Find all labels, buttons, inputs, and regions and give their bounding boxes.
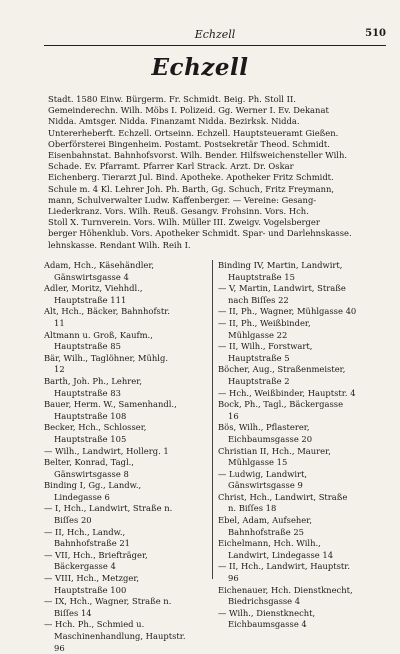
resident-entry (44, 306, 208, 329)
entry-line: Eichelmann, Hch. Wilh., (218, 538, 321, 549)
entry-line: Gänswirtsgasse 4 (54, 271, 129, 282)
entry-line: Bär, Wilh., Taglöhner, Mühlg. (44, 352, 168, 363)
entry-line: 11 (54, 317, 65, 328)
entry-line: Mühlgasse 15 (228, 457, 288, 468)
resident-entry (218, 399, 390, 422)
entry-line: — Wilh., Dienstknecht, (218, 607, 316, 618)
entry-line: Hauptstraße 85 (54, 341, 121, 352)
resident-entry (44, 376, 208, 399)
description-line: Untererheberft. Echzell. Ortseinn. Echzell. Hauptsteueramt Gießen. (48, 127, 339, 138)
page-number: 510 (365, 28, 386, 39)
entry-line: Adler, Moritz, Viehhdl., (44, 283, 143, 294)
description-line: Eichenberg. Tierarzt Jul. Bind. Apotheke. Apotheker Fritz Schmidt. (48, 172, 334, 183)
entry-line: — Hch. Ph., Schmied u. (44, 619, 145, 630)
entry-line: Böcher, Aug., Straßenmeister, (218, 364, 346, 375)
entry-line: — Ludwig, Landwirt, (218, 468, 308, 479)
entry-line: 16 (228, 410, 239, 421)
description-line: Schade. Ev. Pfarramt. Pfarrer Karl Strack. Arzt. Dr. Oskar (48, 161, 294, 172)
entry-line: Hauptstraße 15 (228, 271, 295, 282)
resident-entry (44, 573, 208, 596)
entry-line: — II, Hch., Landwirt, Hauptstr. (218, 561, 351, 572)
entry-line: Christ, Hch., Landwirt, Straße (218, 491, 348, 502)
entry-line: — II, Wilh., Forstwart, (218, 341, 313, 352)
entry-line: Hauptstraße 100 (54, 584, 127, 595)
entry-line: Bock, Ph., Tagl., Bäckergasse (218, 399, 344, 410)
entry-line: Bös, Wilh., Pflasterer, (218, 422, 310, 433)
resident-entry (218, 492, 390, 515)
entry-line: Gänswirtsgasse 8 (54, 468, 129, 479)
resident-entry (44, 422, 208, 445)
description-line: Eisenbahnstat. Bahnhofsvorst. Wilh. Bender. Hilfsweichensteller Wilh. (48, 150, 347, 161)
resident-entry (44, 480, 208, 503)
resident-entry (44, 457, 208, 480)
entry-line: Becker, Hch., Schlosser, (44, 422, 147, 433)
description-line: Schule m. 4 Kl. Lehrer Joh. Ph. Barth, Gg. Schuch, Fritz Freymann, (48, 183, 335, 194)
description-line: Liederkranz. Vors. Wilh. Reuß. Gesangv. Frohsinn. Vors. Hch. (48, 206, 309, 217)
entry-line: Biedrichsgasse 4 (228, 596, 301, 607)
entry-line: Hauptstraße 105 (54, 433, 127, 444)
resident-entry (44, 527, 208, 550)
description-line: berger Höhenklub. Vors. Apotheker Schmidt. Spar- und Darlehnskasse. (48, 228, 352, 239)
resident-entry (44, 503, 208, 526)
resident-entry (44, 399, 208, 422)
entry-line: Adam, Hch., Käsehändler, (44, 260, 155, 270)
entry-line: Eichbaumsgasse 4 (228, 619, 307, 630)
entry-line: Bäckergasse 4 (54, 561, 116, 572)
entry-line: Hauptstraße 5 (228, 352, 290, 363)
entry-line: Landwirt, Lindegasse 14 (228, 549, 334, 560)
resident-entry (44, 353, 208, 376)
entry-line: — II, Hch., Landw., (44, 526, 126, 537)
resident-entry (218, 608, 390, 631)
entry-line: Altmann u. Groß, Kaufm., (44, 329, 153, 340)
entry-line: Mühlgasse 22 (228, 329, 288, 340)
place-description (48, 94, 386, 251)
resident-entry (44, 619, 208, 654)
entry-line: n. Biſſes 18 (228, 503, 277, 514)
resident-entry (218, 306, 390, 318)
description-line: Stoll X. Turnverein. Vors. Wilh. Müller III. Zweigv. Vogelsberger (48, 217, 320, 228)
left-column (44, 260, 208, 653)
entry-line: Alt, Hch., Bäcker, Bahnhofstr. (44, 306, 170, 317)
entry-line: 12 (54, 364, 65, 375)
entry-line: Eichbaumsgasse 20 (228, 433, 313, 444)
resident-entry (218, 561, 390, 584)
description-line: lehnskasse. Rendant Wilh. Reih I. (48, 239, 191, 250)
entry-line: — II, Ph., Wagner, Mühlgasse 40 (218, 306, 357, 317)
resident-entry (218, 341, 390, 364)
entry-line: — II, Ph., Weißbinder, (218, 317, 311, 328)
running-title: Echzell (194, 28, 236, 41)
entry-line: Gänswirtsgasse 9 (228, 480, 303, 491)
resident-entry (218, 515, 390, 538)
description-line: Stadt. 1580 Einw. Bürgerm. Fr. Schmidt. Beig. Ph. Stoll II. (48, 94, 296, 104)
entry-line: Belter, Konrad, Tagl., (44, 457, 134, 468)
resident-entry (218, 422, 390, 445)
entry-line: — V, Martin, Landwirt, Straße (218, 283, 346, 294)
place-heading: Echzell (151, 54, 249, 81)
right-column (218, 260, 390, 630)
entry-line: Maschinenhandlung, Hauptstr. (54, 631, 186, 641)
entry-line: Binding IV, Martin, Landwirt, (218, 260, 343, 270)
resident-entry (218, 283, 390, 306)
entry-line: 96 (54, 642, 65, 653)
entry-line: Christian II, Hch., Maurer, (218, 445, 331, 456)
column-divider (212, 260, 213, 579)
entry-line: Barth, Joh. Ph., Lehrer, (44, 375, 142, 386)
entry-line: Ebel, Adam, Aufseher, (218, 515, 312, 526)
entry-line: Biſſes 14 (54, 607, 92, 618)
resident-entry (218, 388, 390, 400)
entry-line: Bauer, Herm. W., Samenhandl., (44, 399, 177, 410)
resident-entry (44, 550, 208, 573)
entry-line: Bahnhofstraße 21 (54, 538, 131, 549)
entry-line: — Hch., Weißbinder, Hauptstr. 4 (218, 387, 356, 398)
resident-entry (44, 260, 208, 283)
entry-line: Biſſes 20 (54, 515, 92, 526)
resident-entry (218, 585, 390, 608)
description-line: mann, Schulverwalter Ludw. Kaffenberger. — Vereine: Gesang- (48, 194, 317, 205)
entry-line: — IX, Hch., Wagner, Straße n. (44, 596, 172, 607)
entry-line: Hauptstraße 83 (54, 387, 121, 398)
resident-entry (218, 538, 390, 561)
resident-entry (218, 469, 390, 492)
resident-entry (44, 596, 208, 619)
entry-line: Hauptstraße 108 (54, 410, 127, 421)
resident-entry (44, 446, 208, 458)
entry-line: Bahnhofstraße 25 (228, 526, 305, 537)
entry-line: Hauptstraße 111 (54, 294, 127, 305)
entry-line: Lindegasse 6 (54, 491, 110, 502)
resident-entry (218, 364, 390, 387)
entry-line: — VII, Hch., Briefträger, (44, 549, 148, 560)
entry-line: nach Biſſes 22 (228, 294, 289, 305)
resident-entry (44, 283, 208, 306)
resident-entry (44, 330, 208, 353)
resident-entry (218, 318, 390, 341)
description-line: Nidda. Amtsger. Nidda. Finanzamt Nidda. Bezirksk. Nidda. (48, 116, 300, 127)
description-line: Gemeinderechn. Wilh. Möbs I. Polizeid. Gg. Werner I. Ev. Dekanat (48, 105, 329, 116)
entry-line: Eichenauer, Hch. Dienstknecht, (218, 584, 353, 595)
entry-line: Binding I, Gg., Landw., (44, 480, 142, 491)
running-header (44, 26, 386, 44)
header-rule (44, 45, 386, 46)
entry-line: 96 (228, 573, 239, 584)
entry-line: — Wilh., Landwirt, Hollerg. 1 (44, 445, 169, 456)
description-line: Oberförsterei Bingenheim. Postamt. Postsekretär Theod. Schmidt. (48, 138, 330, 149)
resident-entry (218, 260, 390, 283)
entry-line: — I, Hch., Landwirt, Straße n. (44, 503, 173, 514)
resident-entry (218, 446, 390, 469)
entry-line: — VIII, Hch., Metzger, (44, 573, 140, 584)
entry-line: Hauptstraße 2 (228, 375, 290, 386)
resident-columns (44, 260, 386, 653)
